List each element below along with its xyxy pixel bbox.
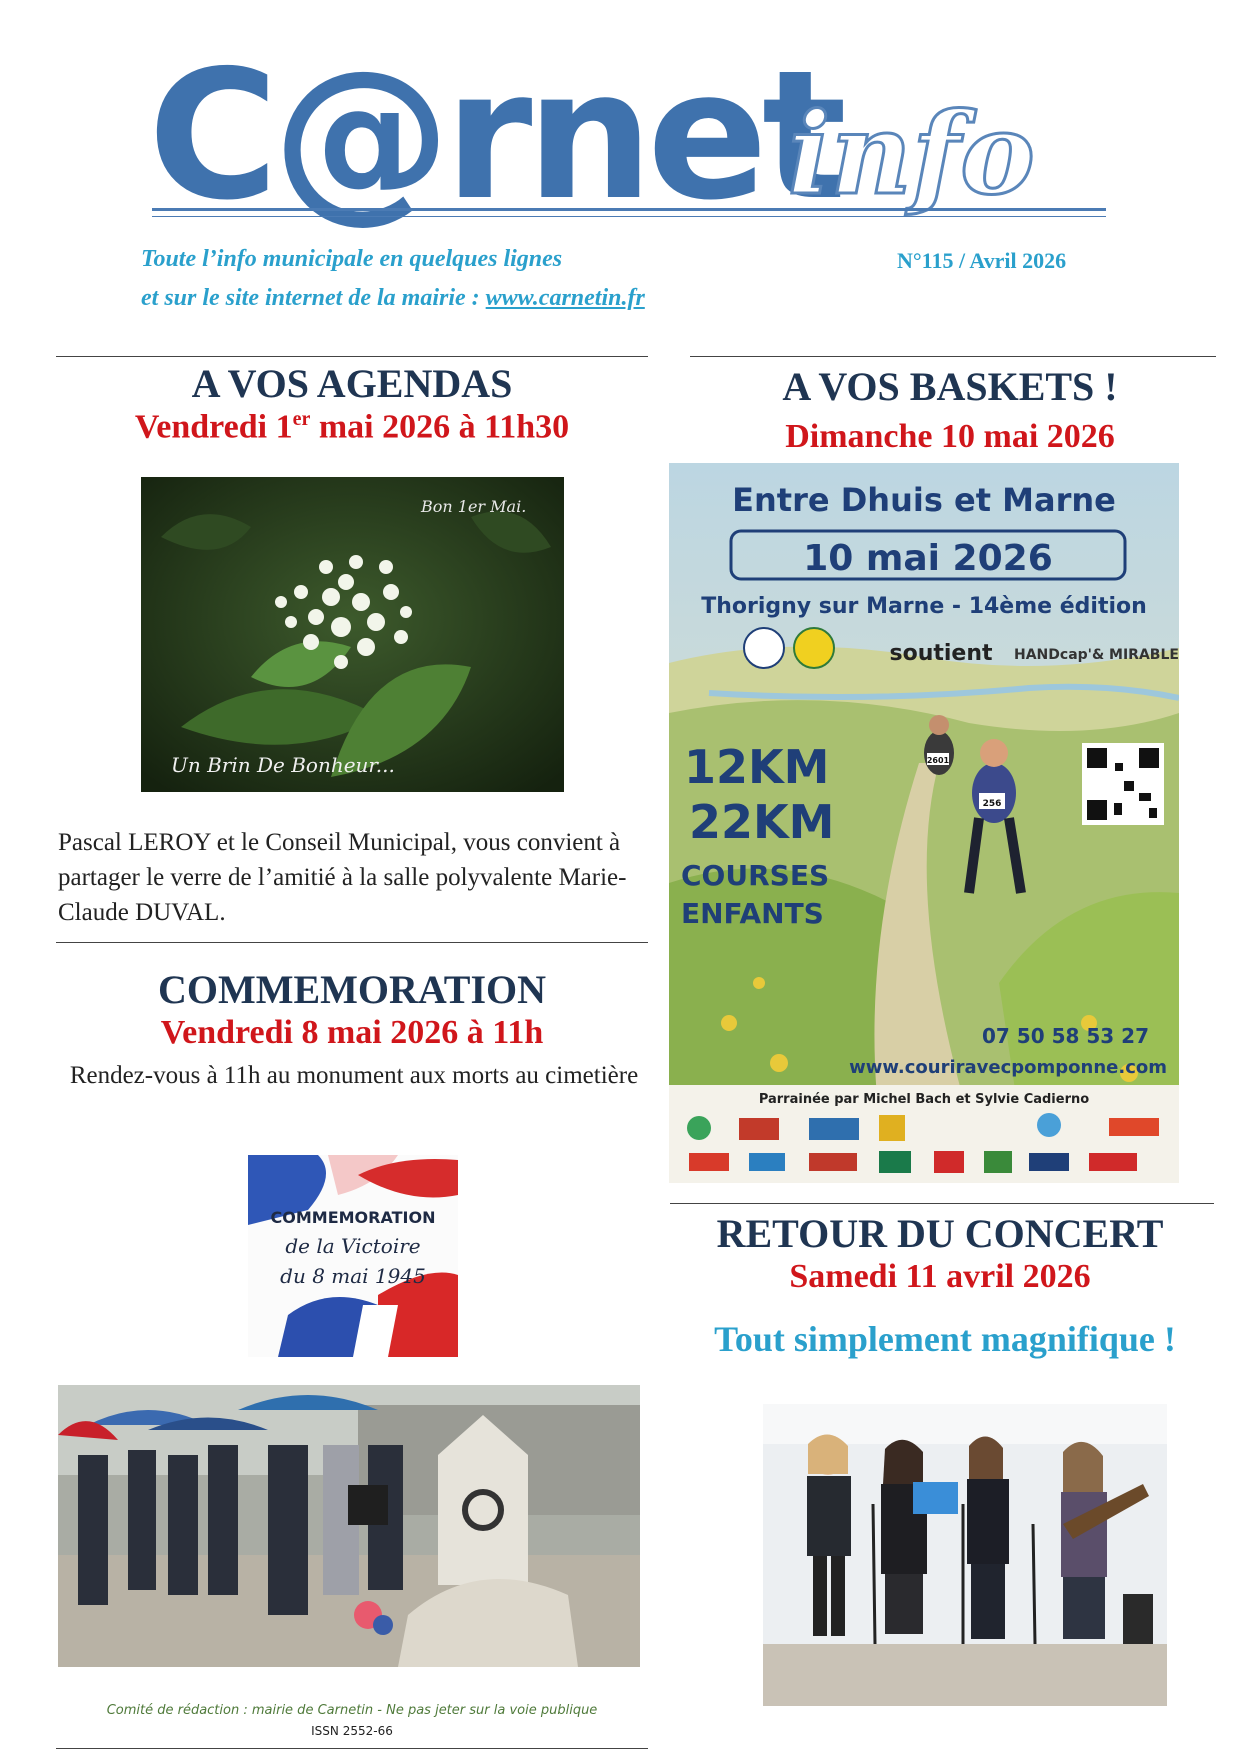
poster-site: www.couriravecpomponne.com — [849, 1057, 1167, 1078]
commemoration-card — [248, 1155, 458, 1357]
card-line-3: du 8 mai 1945 — [280, 1264, 426, 1288]
agendas-title: A VOS AGENDAS — [191, 361, 513, 406]
masthead-logo — [148, 32, 1108, 239]
lily-caption-top: Bon 1er Mai. — [421, 497, 527, 516]
lily-caption-bottom: Un Brin De Bonheur... — [171, 753, 395, 777]
commemoration-text: Rendez-vous à 11h au monument aux morts au cimetière — [69, 1062, 639, 1089]
poster-sponsors: Parrainée par Michel Bach et Sylvie Cadierno — [758, 1092, 1090, 1107]
poster-race-2: 22KM — [689, 795, 835, 849]
commemoration-card-art — [248, 1155, 458, 1357]
logo-sub: info — [788, 89, 1035, 220]
lily-photo-art — [141, 477, 564, 792]
agendas-date-sup: er — [292, 408, 311, 430]
masthead-tagline-2 — [141, 285, 645, 312]
race-poster-art — [669, 463, 1179, 1183]
poster-title: Entre Dhuis et Marne — [732, 481, 1116, 519]
divider-left-mid — [56, 942, 648, 943]
logo-underline-thin — [152, 216, 1106, 217]
masthead-tagline-2-text: et sur le site internet de la mairie : — [141, 285, 486, 311]
race-poster — [669, 463, 1179, 1183]
divider-left-top — [56, 356, 648, 357]
logo-underline — [152, 208, 1106, 211]
baskets-title: A VOS BASKETS ! — [782, 364, 1118, 409]
ceremony-photo — [58, 1385, 640, 1667]
site-link[interactable]: www.carnetin.fr — [485, 285, 645, 311]
divider-right-mid — [670, 1203, 1214, 1204]
footer-committee: Comité de rédaction : mairie de Carnetin - Ne pas jeter sur la voie publique — [106, 1703, 598, 1718]
poster-race-1: 12KM — [684, 740, 830, 794]
divider-right-top — [690, 356, 1216, 357]
footer-issn: ISSN 2552-66 — [311, 1724, 393, 1738]
concert-photo — [763, 1404, 1167, 1706]
concert-tagline: Tout simplement magnifique ! — [714, 1319, 1176, 1359]
concert-title: RETOUR DU CONCERT — [716, 1211, 1164, 1256]
poster-partner: HANDcap'& MIRABLE — [1014, 647, 1179, 663]
card-line-1: COMMEMORATION — [270, 1208, 436, 1227]
poster-kids-2: ENFANTS — [681, 897, 824, 930]
agendas-date — [56, 408, 648, 446]
lily-of-the-valley-photo — [141, 477, 564, 792]
ceremony-photo-art — [58, 1385, 640, 1667]
agendas-date-pre: Vendredi 1 — [134, 408, 293, 446]
poster-place: Thorigny sur Marne - 14ème édition — [701, 594, 1147, 619]
poster-supports: soutient — [889, 641, 993, 666]
issue-number: N°115 / Avril 2026 — [897, 248, 1067, 273]
poster-bib-2: 256 — [982, 799, 1002, 809]
commemoration-title: COMMEMORATION — [157, 967, 547, 1012]
concert-date: Samedi 11 avril 2026 — [789, 1258, 1091, 1295]
poster-date: 10 mai 2026 — [803, 538, 1053, 579]
masthead-tagline-1: Toute l’info municipale en quelques lignes — [141, 246, 563, 272]
agendas-date-post: mai 2026 à 11h30 — [310, 408, 570, 446]
logo-main: C@rnet — [148, 32, 841, 239]
commemoration-date: Vendredi 8 mai 2026 à 11h — [160, 1014, 544, 1051]
divider-footer — [56, 1748, 648, 1749]
concert-photo-art — [763, 1404, 1167, 1706]
baskets-date: Dimanche 10 mai 2026 — [785, 418, 1115, 455]
agendas-text: Pascal LEROY et le Conseil Municipal, vous convient à partager le verre de l’amitié à la salle polyvalente Marie-Claude DUVAL. — [58, 829, 627, 926]
poster-phone: 07 50 58 53 27 — [981, 1024, 1149, 1048]
card-line-2: de la Victoire — [285, 1234, 421, 1258]
poster-kids-1: COURSES — [681, 859, 830, 892]
poster-bib-1: 2601 — [926, 756, 950, 765]
